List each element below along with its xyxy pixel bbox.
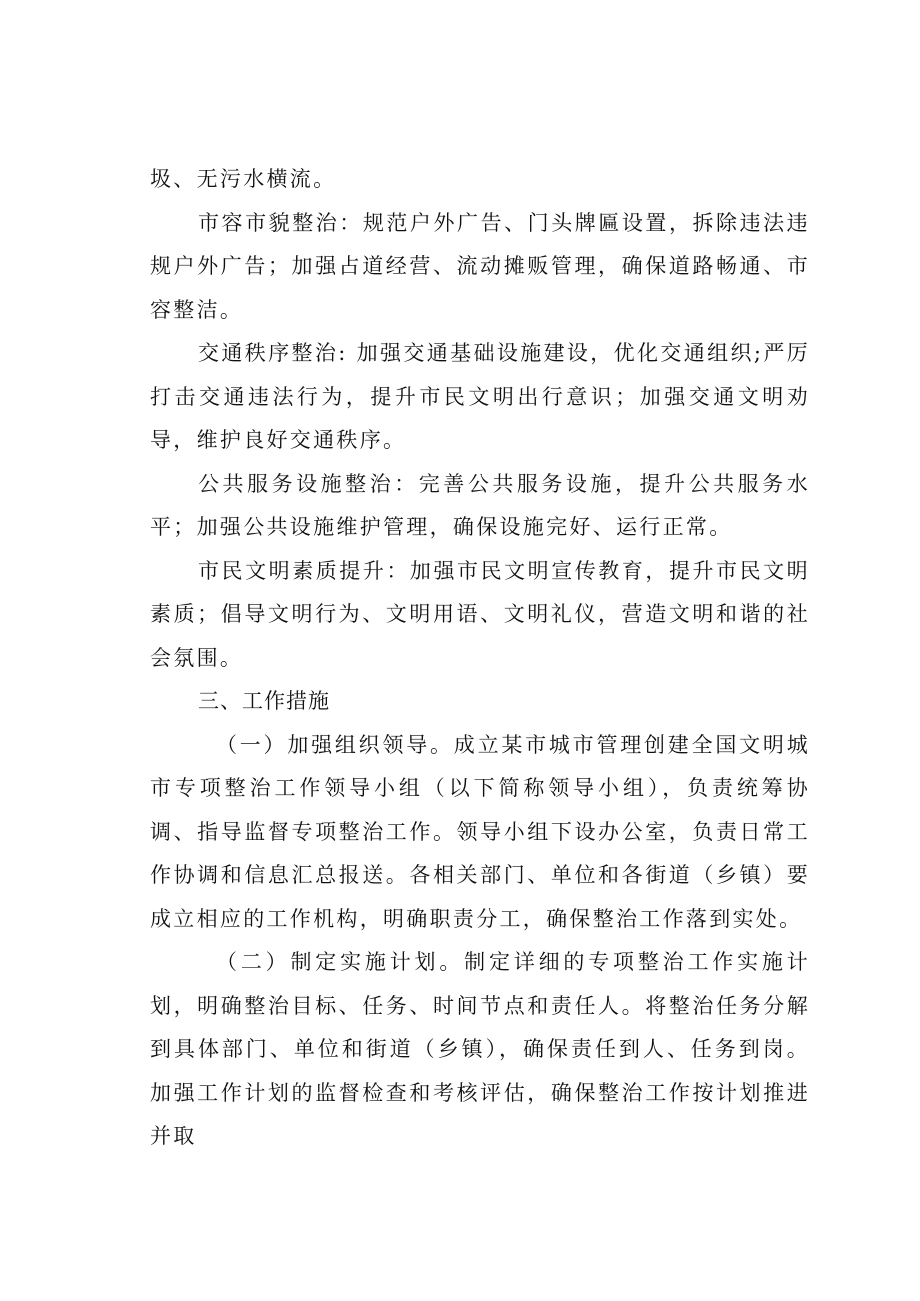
section-heading: 三、工作措施 bbox=[198, 689, 330, 713]
paragraph-city-appearance: 市容市貌整治：规范户外广告、门头牌匾设置，拆除违法违规户外广告；加强占道经营、流动摊贩管理，确保道路畅通、市容整洁。 bbox=[150, 210, 810, 322]
measure-plan: （二）制定实施计划。制定详细的专项整治工作实施计划，明确整治目标、任务、时间节点和责任人。将整治任务分解到具体部门、单位和街道（乡镇），确保责任到人、任务到岗。加强工作计划的监督检查和考核评估，确保整治工作按计划推进并取 bbox=[150, 950, 810, 1148]
paragraph-traffic-order: 交通秩序整治: 加强交通基础设施建设，优化交通组织;严厉打击交通违法行为，提升市民文明出行意识；加强交通文明劝导，维护良好交通秩序。 bbox=[150, 341, 810, 452]
paragraph-civic-quality: 市民文明素质提升：加强市民文明宣传教育，提升市民文明素质；倡导文明行为、文明用语、文明礼仪，营造文明和谐的社会氛围。 bbox=[150, 558, 810, 670]
paragraph-continuation: 圾、无污水横流。 bbox=[150, 167, 337, 191]
document-body bbox=[150, 158, 810, 1159]
paragraph-public-facilities: 公共服务设施整治：完善公共服务设施，提升公共服务水平；加强公共设施维护管理，确保设施完好、运行正常。 bbox=[150, 471, 810, 539]
measure-organization: （一）加强组织领导。成立某市城市管理创建全国文明城市专项整治工作领导小组（以下简称领导小组），负责统筹协调、指导监督专项整治工作。领导小组下设办公室，负责日常工作协调和信息汇总报送。各相关部门、单位和各街道（乡镇）要成立相应的工作机构，明确职责分工，确保整治工作落到实处。 bbox=[150, 732, 810, 931]
